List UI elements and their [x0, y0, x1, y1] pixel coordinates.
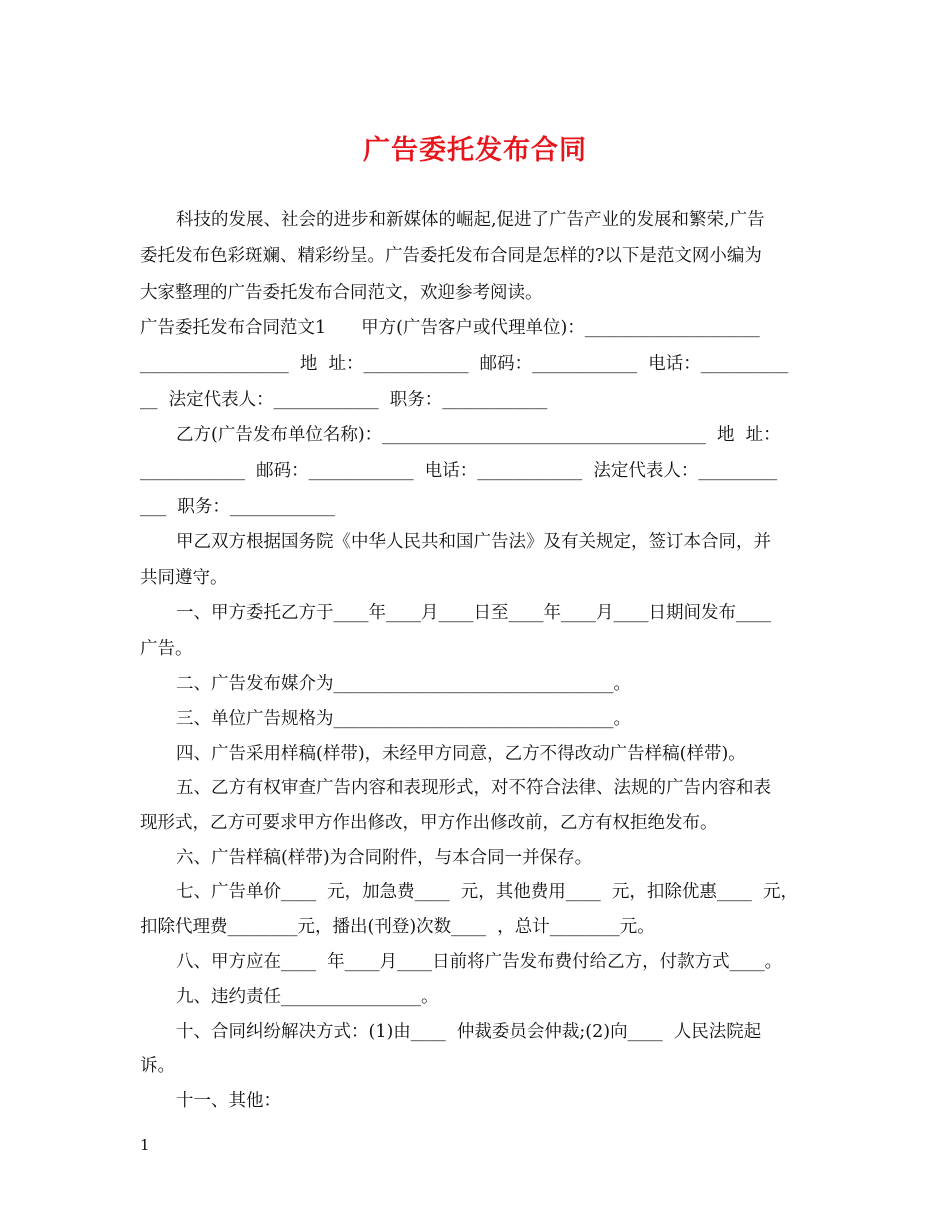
- clause-5-line-2: 现形式，乙方可要求甲方作出修改，甲方作出修改前，乙方有权拒绝发布。: [140, 813, 718, 833]
- clause-5-line-1: 五、乙方有权审查广告内容和表现形式，对不符合法律、法规的广告内容和表: [176, 778, 771, 798]
- preamble-line-2: 共同遵守。: [140, 568, 228, 588]
- clause-4: 四、广告采用样稿(样带)，未经甲方同意，乙方不得改动广告样稿(样带)。: [176, 744, 746, 764]
- party-a-line-3: __ 法定代表人：____________ 职务：____________: [140, 390, 548, 410]
- clause-7-line-1: 七、广告单价____ 元，加急费____ 元，其他费用____ 元，扣除优惠____ 元，: [176, 882, 798, 902]
- clause-3: 三、单位广告规格为________________________________。: [176, 709, 631, 729]
- clause-7-line-2: 扣除代理费________元，播出(刊登)次数____ ，总计________元。: [140, 917, 655, 937]
- clause-10-line-2: 诉。: [140, 1056, 175, 1076]
- intro-line-2: 委托发布色彩斑斓、精彩纷呈。广告委托发布合同是怎样的?以下是范文网小编为: [140, 246, 762, 266]
- clause-8: 八、甲方应在____ 年____月____日前将广告发布费付给乙方，付款方式____。: [176, 952, 783, 972]
- page-number: 1: [140, 1136, 150, 1154]
- clause-2: 二、广告发布媒介为________________________________。: [176, 674, 631, 694]
- clause-11: 十一、其他：: [176, 1091, 281, 1111]
- clause-9: 九、违约责任________________。: [176, 987, 439, 1007]
- party-b-line-1: 乙方(广告发布单位名称)：_____________________________________ 地 址：: [176, 425, 781, 445]
- clause-10-line-1: 十、合同纠纷解决方式：(1)由____ 仲裁委员会仲裁;(2)向____ 人民法院起: [176, 1022, 762, 1042]
- clause-1-line-2: 广告。: [140, 639, 193, 659]
- party-b-line-2: ____________ 邮码：____________ 电话：____________ 法定代表人：_________: [140, 461, 778, 481]
- party-a-line-2: _________________ 地 址：____________ 邮码：____________ 电话：__________: [140, 354, 789, 374]
- clause-6: 六、广告样稿(样带)为合同附件，与本合同一并保存。: [176, 848, 593, 868]
- preamble-line-1: 甲乙双方根据国务院《中华人民共和国广告法》及有关规定，签订本合同，并: [176, 532, 771, 552]
- document-title: 广告委托发布合同: [363, 135, 587, 166]
- intro-line-3: 大家整理的广告委托发布合同范文，欢迎参考阅读。: [140, 283, 543, 303]
- party-a-line-1: 广告委托发布合同范文1 甲方(广告客户或代理单位)：____________________: [140, 318, 760, 338]
- party-b-line-3: ___ 职务：____________: [140, 497, 335, 517]
- intro-line-1: 科技的发展、社会的进步和新媒体的崛起,促进了广告产业的发展和繁荣,广告: [176, 210, 765, 230]
- clause-1-line-1: 一、甲方委托乙方于____年____月____日至____年____月____日期间发布____: [176, 603, 771, 623]
